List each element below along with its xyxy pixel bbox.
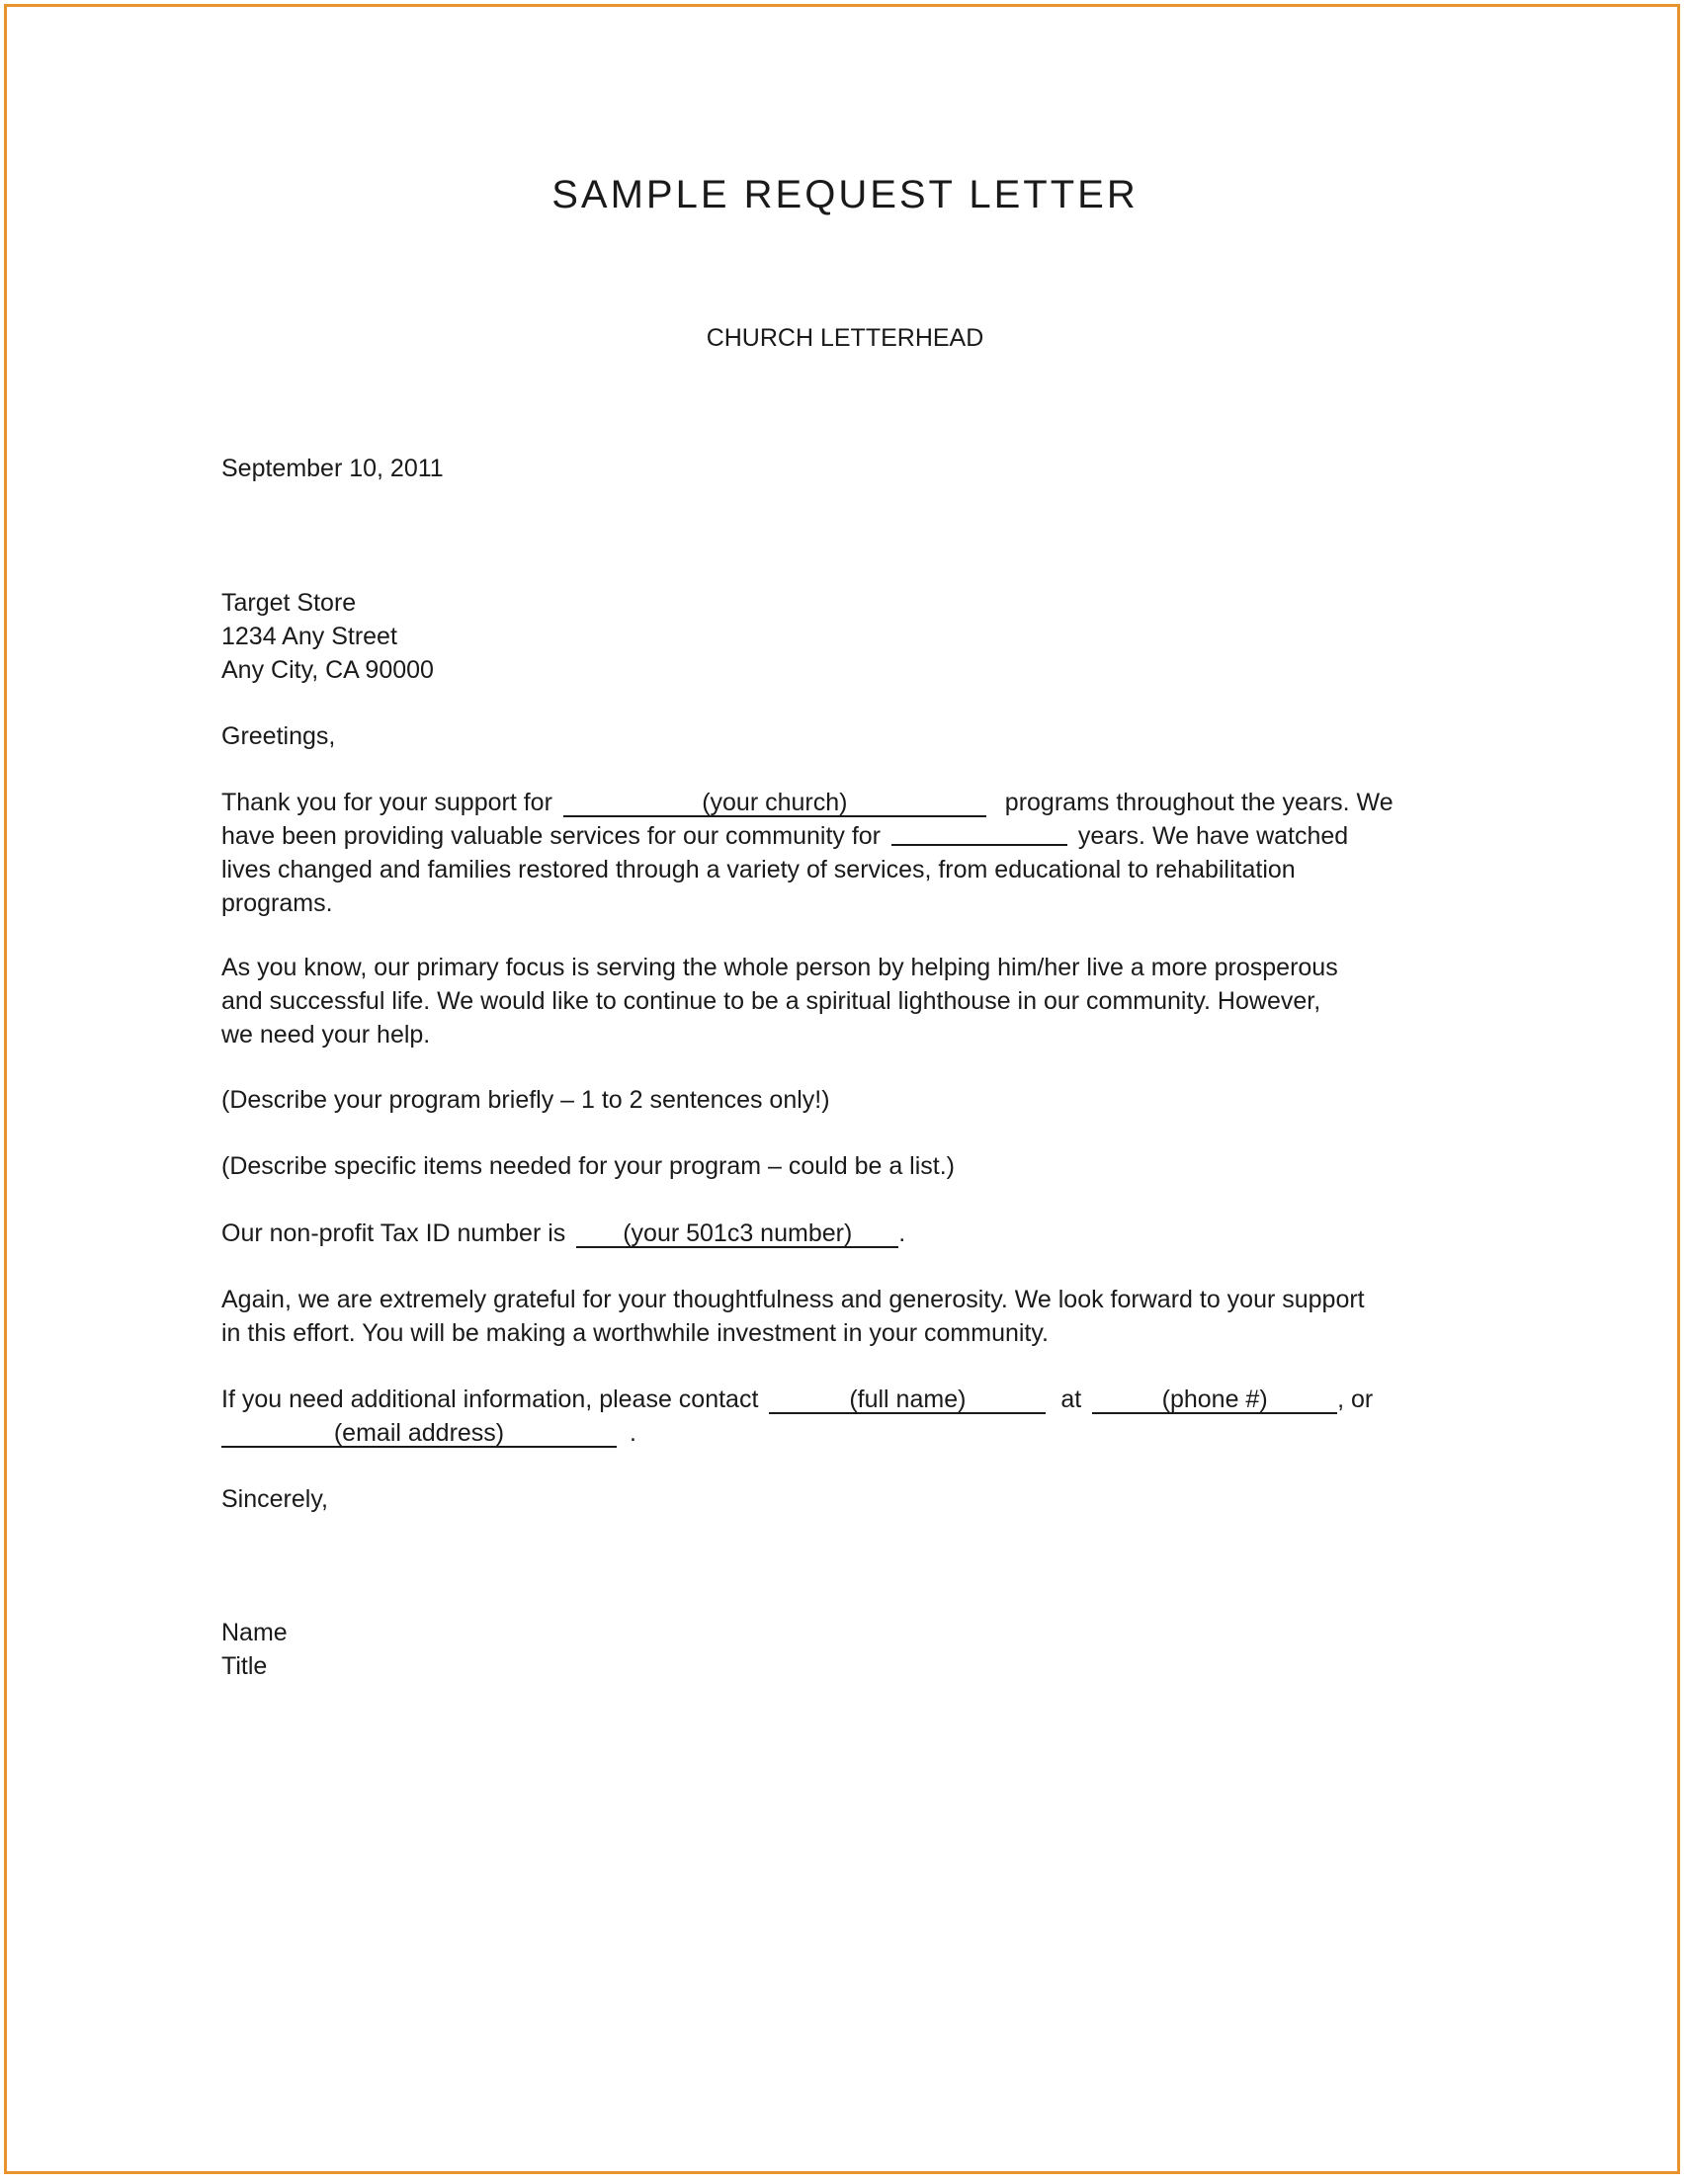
tax-id-end: . bbox=[898, 1219, 906, 1247]
phone-blank: (phone #) bbox=[1092, 1386, 1337, 1414]
program-description-text: (Describe your program briefly – 1 to 2 sentences only!) bbox=[221, 1086, 830, 1114]
date-text: September 10, 2011 bbox=[221, 455, 444, 482]
signature-name: Name bbox=[221, 1619, 288, 1646]
paragraph-4 bbox=[221, 1149, 1496, 1183]
recipient-address bbox=[221, 586, 1496, 687]
church-name-blank: (your church) bbox=[563, 790, 986, 817]
paragraph-1-line-1 bbox=[221, 786, 1496, 819]
paragraph-1-line-3: lives changed and families restored through a variety of services, from educational to rehabilitation bbox=[221, 856, 1296, 883]
paragraph-3 bbox=[221, 1083, 1496, 1117]
paragraph-2 bbox=[221, 951, 1496, 1051]
contact-text: If you need additional information, please contact bbox=[221, 1386, 759, 1413]
paragraph-1-text-d: years. We have watched bbox=[1077, 822, 1349, 850]
paragraph-2-line-3: we need your help. bbox=[221, 1021, 431, 1049]
years-blank bbox=[891, 822, 1067, 846]
contact-at: at bbox=[1060, 1386, 1082, 1413]
signature-title: Title bbox=[221, 1652, 268, 1680]
paragraph-1-line-2 bbox=[221, 819, 1496, 853]
paragraph-2-line-2: and successful life. We would like to continue to be a spiritual lighthouse in our community. However, bbox=[221, 987, 1321, 1015]
letterhead: CHURCH LETTERHEAD bbox=[706, 324, 984, 352]
paragraph-1-line-4: programs. bbox=[221, 889, 333, 917]
paragraph-5 bbox=[221, 1217, 1496, 1250]
recipient-city: Any City, CA 90000 bbox=[221, 656, 434, 684]
letter-page bbox=[221, 0, 1506, 2184]
letter-date bbox=[221, 452, 1496, 485]
paragraph-2-line-1: As you know, our primary focus is serving the whole person by helping him/her live a more prosperous bbox=[221, 954, 1338, 981]
recipient-street: 1234 Any Street bbox=[221, 623, 397, 650]
tax-id-text: Our non-profit Tax ID number is bbox=[221, 1219, 566, 1247]
contact-or: , or bbox=[1337, 1386, 1374, 1413]
paragraph-6-line-2: in this effort. You will be making a worthwhile investment in your community. bbox=[221, 1319, 1049, 1347]
closing-text: Sincerely, bbox=[221, 1485, 328, 1513]
contact-end: . bbox=[629, 1419, 636, 1447]
greeting-text: Greetings, bbox=[221, 722, 336, 750]
paragraph-1-text-c: have been providing valuable services for our community for bbox=[221, 822, 882, 850]
full-name-blank: (full name) bbox=[769, 1386, 1046, 1414]
paragraph-1-text-b: programs throughout the years. We bbox=[1004, 789, 1394, 816]
contact-line-1 bbox=[221, 1383, 1496, 1416]
tax-id-blank: (your 501c3 number) bbox=[576, 1220, 898, 1248]
items-needed-text: (Describe specific items needed for your program – could be a list.) bbox=[221, 1152, 955, 1180]
recipient-name: Target Store bbox=[221, 589, 357, 617]
paragraph-1 bbox=[221, 786, 1496, 920]
greeting bbox=[221, 719, 1496, 753]
contact-line-2 bbox=[221, 1416, 1496, 1450]
signature-block bbox=[221, 1616, 1496, 1683]
paragraph-1-text-a: Thank you for your support for bbox=[221, 789, 552, 816]
email-blank: (email address) bbox=[221, 1420, 617, 1448]
tax-id-line bbox=[221, 1217, 1496, 1250]
paragraph-6-line-1: Again, we are extremely grateful for your thoughtfulness and generosity. We look forward to your support bbox=[221, 1286, 1365, 1313]
paragraph-6 bbox=[221, 1283, 1496, 1350]
closing bbox=[221, 1482, 1496, 1516]
letter-title: SAMPLE REQUEST LETTER bbox=[551, 173, 1139, 216]
paragraph-7 bbox=[221, 1383, 1496, 1450]
